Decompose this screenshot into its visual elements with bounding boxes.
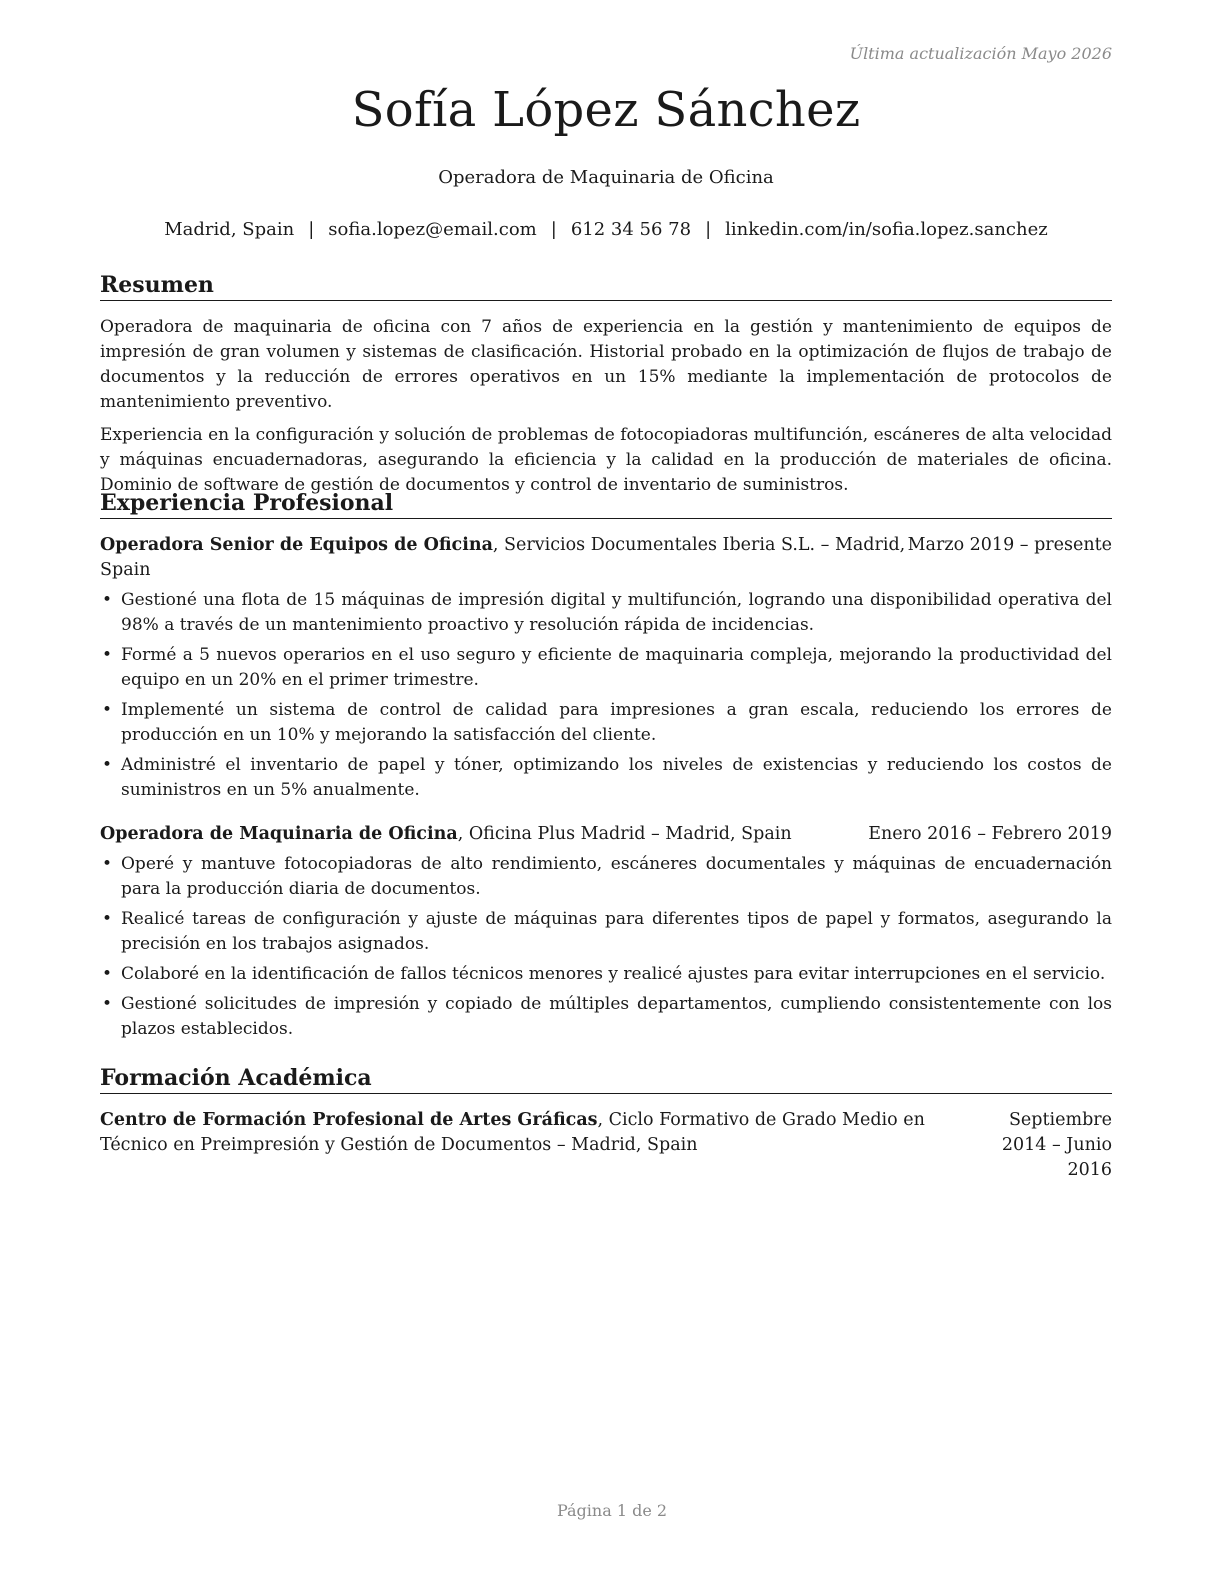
bullet-icon: • <box>102 755 113 775</box>
list-item: • Operé y mantuve fotocopiadoras de alto rendimiento, escáneres documentales y máquinas de encuadernación para la producción diaria de documentos. <box>102 854 1112 899</box>
contact-separator: | <box>705 219 712 240</box>
education-program: , Ciclo Formativo de Grado Medio en Técnico en Preimpresión y Gestión de Documentos – Madrid, Spain <box>100 1110 925 1155</box>
summary-paragraph: Operadora de maquinaria de oficina con 7 años de experiencia en la gestión y mantenimiento de equipos de impresión de gran volumen y sistemas de clasificación. Historial probado en la optimización de flujos de trabajo de documentos y la reducción de errores operativos en un 15% mediante la implementación de protocolos de mantenimiento preventivo. <box>100 317 1112 412</box>
job-header <box>100 822 1112 847</box>
job-role: Operadora de Maquinaria de Oficina <box>100 824 458 844</box>
contact-phone: 612 34 56 78 <box>570 219 692 240</box>
contact-separator: | <box>308 219 315 240</box>
contact-separator: | <box>550 219 557 240</box>
section-heading-summary: Resumen <box>100 272 1112 301</box>
job-company: , Oficina Plus Madrid – Madrid, Spain <box>457 824 792 844</box>
bullet-icon: • <box>102 645 113 665</box>
list-item: • Administré el inventario de papel y tóner, optimizando los niveles de existencias y reduciendo los costos de suministros en un 5% anualmente. <box>102 755 1112 800</box>
bullet-icon: • <box>102 590 113 610</box>
list-item: • Formé a 5 nuevos operarios en el uso seguro y eficiente de maquinaria compleja, mejorando la productividad del equipo en un 20% en el primer trimestre. <box>102 645 1112 690</box>
education-entry <box>100 1108 1112 1180</box>
candidate-name: Sofía López Sánchez <box>351 82 861 138</box>
list-item: • Gestioné una flota de 15 máquinas de impresión digital y multifunción, logrando una disponibilidad operativa del 98% a través de un mantenimiento proactivo y resolución rápida de incidencias. <box>102 590 1112 635</box>
bullet-icon: • <box>102 854 113 874</box>
education-dates: Septiembre 2014 – Junio 2016 <box>982 1108 1112 1183</box>
education-institution: Centro de Formación Profesional de Artes Gráficas <box>100 1110 598 1130</box>
experience-section <box>100 490 1112 1042</box>
list-item: • Implementé un sistema de control de calidad para impresiones a gran escala, reduciendo los errores de producción en un 10% y mejorando la satisfacción del cliente. <box>102 700 1112 745</box>
list-item: • Colaboré en la identificación de fallos técnicos menores y realicé ajustes para evitar interrupciones en el servicio. <box>100 962 1112 987</box>
education-section <box>100 1065 1112 1180</box>
last-updated: Última actualización Mayo 2026 <box>849 44 1112 63</box>
list-item: • Realicé tareas de configuración y ajuste de máquinas para diferentes tipos de papel y formatos, asegurando la precisión en los trabajos asignados. <box>102 909 1112 954</box>
section-heading-education: Formación Académica <box>100 1065 1112 1094</box>
job-entry <box>100 822 1112 1042</box>
contact-location: Madrid, Spain <box>164 219 295 240</box>
section-heading-experience: Experiencia Profesional <box>100 490 1112 519</box>
job-role: Operadora Senior de Equipos de Oficina <box>100 535 493 555</box>
summary-paragraph: Experiencia en la configuración y solución de problemas de fotocopiadoras multifunción, escáneres de alta velocidad y máquinas encuadernadoras, asegurando la eficiencia y la calidad en la producción de materiales de oficina. Dominio de software de gestión de documentos y control de inventario de suministros. <box>100 425 1112 495</box>
bullet-icon: • <box>102 700 113 720</box>
candidate-title: Operadora de Maquinaria de Oficina <box>438 167 774 188</box>
bullet-icon: • <box>102 994 113 1014</box>
list-item: • Gestioné solicitudes de impresión y copiado de múltiples departamentos, cumpliendo consistentemente con los plazos establecidos. <box>102 994 1112 1039</box>
contact-linkedin[interactable]: linkedin.com/in/sofia.lopez.sanchez <box>725 219 1048 240</box>
contact-line <box>100 219 1112 240</box>
job-header <box>100 533 1112 583</box>
job-dates: Enero 2016 – Febrero 2019 <box>868 822 1112 847</box>
job-entry <box>100 533 1112 803</box>
contact-email[interactable]: sofia.lopez@email.com <box>328 219 537 240</box>
summary-section <box>100 272 1112 498</box>
job-bullets <box>100 852 1112 1042</box>
page-number: Página 1 de 2 <box>556 1501 668 1520</box>
job-bullets <box>100 588 1112 803</box>
bullet-icon: • <box>102 909 113 929</box>
bullet-icon: • <box>102 964 113 984</box>
job-dates: Marzo 2019 – presente <box>908 533 1112 558</box>
job-company: , Servicios Documentales Iberia S.L. – Madrid, Spain <box>100 535 906 580</box>
